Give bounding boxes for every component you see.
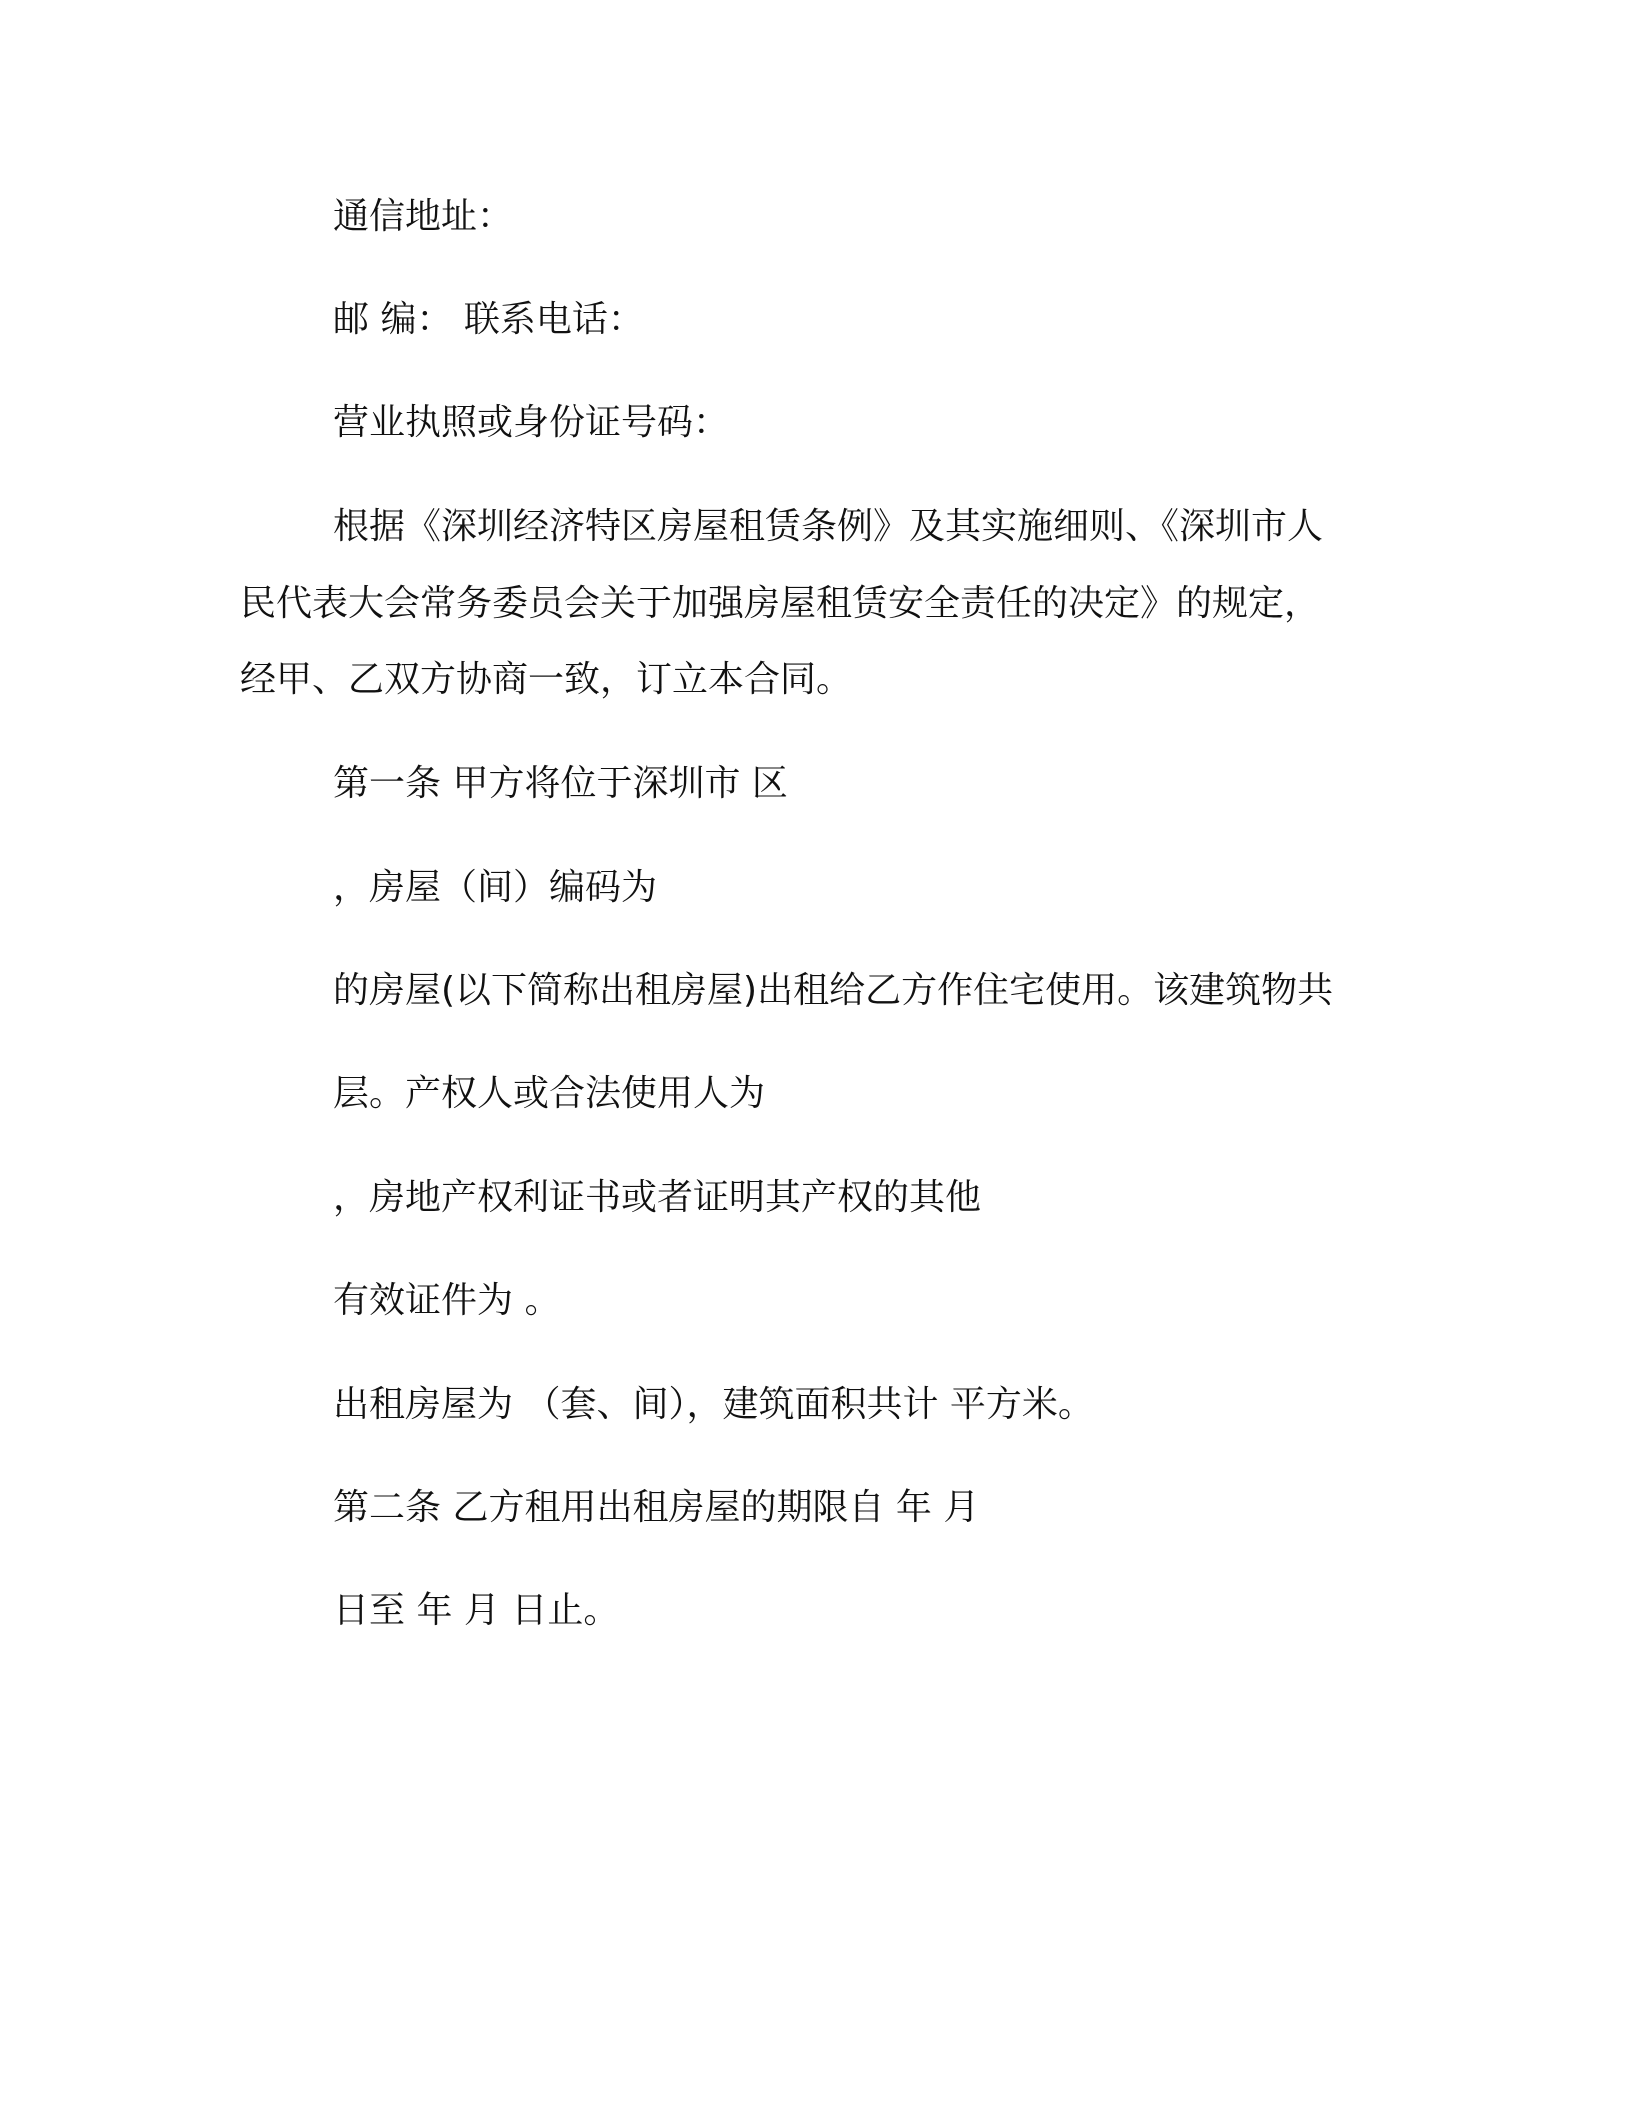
preamble-line-2: 民代表大会常务委员会关于加强房屋租赁安全责任的决定》的规定， [240,583,1321,624]
address-line: 通信地址： [333,196,514,237]
article-1-line-3: 的房屋(以下简称出租房屋)出租给乙方作住宅使用。该建筑物共 [333,970,1334,1011]
postcode-phone-line: 邮 编： 联系电话： [333,299,644,340]
article-1-line-7: 出租房屋为 （套、间），建筑面积共计 平方米。 [333,1384,1094,1425]
article-1-line-6: 有效证件为 。 [333,1280,561,1321]
license-id-line: 营业执照或身份证号码： [333,402,730,443]
article-1-line-4: 层。产权人或合法使用人为 [333,1073,766,1114]
preamble-line-1: 根据《深圳经济特区房屋租赁条例》及其实施细则、《深圳市人 [333,506,1324,547]
article-2-line-1: 第二条 乙方租用出租房屋的期限自 年 月 [333,1487,980,1528]
article-2-line-2: 日至 年 月 日止。 [333,1590,620,1631]
article-1-line-1: 第一条 甲方将位于深圳市 区 [333,763,788,804]
article-1-line-2: ，房屋（间）编码为 [333,867,658,908]
preamble-line-3: 经甲、乙双方协商一致，订立本合同。 [240,659,853,700]
article-1-line-5: ，房地产权利证书或者证明其产权的其他 [333,1177,982,1218]
